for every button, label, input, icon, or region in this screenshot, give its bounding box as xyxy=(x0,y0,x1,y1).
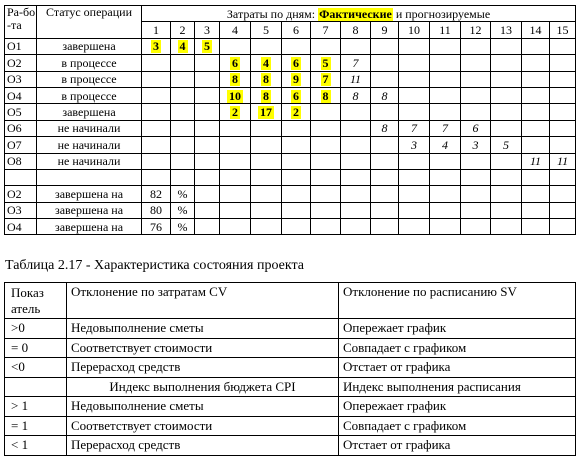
cpi-cell: Недовыполнение сметы xyxy=(67,397,339,417)
day-header: 6 xyxy=(282,22,311,38)
work-id: O2 xyxy=(5,186,37,202)
day-header: 4 xyxy=(220,22,251,38)
cv-cell: Недовыполнение сметы xyxy=(67,319,339,339)
table-caption: Таблица 2.17 - Характеристика состояния проекта xyxy=(5,258,304,273)
day-header: 15 xyxy=(550,22,576,38)
actual-cost-cell: 8 xyxy=(251,87,282,103)
actual-cost-cell: 6 xyxy=(282,87,311,103)
work-id: O7 xyxy=(5,137,37,153)
work-id: O2 xyxy=(5,55,37,71)
completion-row xyxy=(5,186,576,202)
forecast-cost-cell: 7 xyxy=(430,120,461,136)
actual-cost-cell: 8 xyxy=(311,87,341,103)
cv-column-header: Отклонение по затратам CV xyxy=(67,283,339,319)
actual-cost-cell: 2 xyxy=(220,104,251,120)
spi-cell: Совпадает с графиком xyxy=(339,416,576,436)
status-cell: завершена xyxy=(37,38,142,54)
status-cell: в процессе xyxy=(37,71,142,87)
cpi-cell: Соответствует стоимости xyxy=(67,416,339,436)
forecast-cost-cell: 3 xyxy=(461,137,491,153)
status-cell: не начинали xyxy=(37,153,142,169)
title-highlight-actual: Фактические xyxy=(319,6,392,21)
work-id: O4 xyxy=(5,219,37,235)
completion-row xyxy=(5,202,576,218)
table-row xyxy=(5,38,576,54)
status-column-header: Статус операции xyxy=(37,6,142,39)
table-row xyxy=(5,137,576,153)
table-row xyxy=(5,338,576,358)
empty-row xyxy=(5,169,576,185)
sv-cell: Совпадает с графиком xyxy=(339,338,576,358)
actual-cost-cell: 17 xyxy=(251,104,282,120)
indicator-cell: < 1 xyxy=(5,436,67,456)
day-header: 10 xyxy=(399,22,430,38)
completion-value: 80 xyxy=(142,202,171,218)
header-row xyxy=(5,283,576,319)
table-row xyxy=(5,55,576,71)
work-id: O6 xyxy=(5,120,37,136)
actual-cost-cell: 8 xyxy=(251,71,282,87)
day-header: 11 xyxy=(430,22,461,38)
work-id: O1 xyxy=(5,38,37,54)
actual-cost-cell: 3 xyxy=(142,38,171,54)
actual-cost-cell: 2 xyxy=(282,104,311,120)
day-header: 9 xyxy=(371,22,399,38)
forecast-cost-cell: 4 xyxy=(430,137,461,153)
indicator-cell xyxy=(5,377,67,397)
subheader-row xyxy=(5,377,576,397)
cv-cell: Соответствует стоимости xyxy=(67,338,339,358)
completion-label: завершена на xyxy=(37,202,142,218)
forecast-cost-cell: 11 xyxy=(522,153,550,169)
actual-cost-cell: 6 xyxy=(282,55,311,71)
spi-header: Индекс выполнения расписания xyxy=(339,377,576,397)
status-cell: не начинали xyxy=(37,120,142,136)
cpi-header: Индекс выполнения бюджета CPI xyxy=(67,377,339,397)
actual-cost-cell: 8 xyxy=(220,71,251,87)
completion-value: 82 xyxy=(142,186,171,202)
table-row xyxy=(5,120,576,136)
table-row xyxy=(5,87,576,103)
forecast-cost-cell: 8 xyxy=(371,120,399,136)
actual-cost-cell: 5 xyxy=(311,55,341,71)
status-cell: в процессе xyxy=(37,87,142,103)
cost-by-day-table xyxy=(4,5,576,235)
actual-cost-cell: 6 xyxy=(220,55,251,71)
title-prefix: Затраты по дням: xyxy=(226,6,319,21)
forecast-cost-cell: 7 xyxy=(341,55,371,71)
indicator-column-header: Показ атель xyxy=(5,283,67,319)
project-status-table xyxy=(4,282,576,456)
indicator-cell: > 1 xyxy=(5,397,67,417)
work-column-header: Ра-бо-та xyxy=(5,6,37,39)
forecast-cost-cell: 8 xyxy=(341,87,371,103)
percent-sign: % xyxy=(171,202,195,218)
work-id: O8 xyxy=(5,153,37,169)
forecast-cost-cell: 7 xyxy=(399,120,430,136)
cv-cell: Перерасход средств xyxy=(67,358,339,378)
day-header: 14 xyxy=(522,22,550,38)
work-id: O3 xyxy=(5,202,37,218)
table-row xyxy=(5,153,576,169)
table-row xyxy=(5,104,576,120)
forecast-cost-cell: 6 xyxy=(461,120,491,136)
cost-by-day-title xyxy=(142,6,576,22)
work-id: O3 xyxy=(5,71,37,87)
status-cell: не начинали xyxy=(37,137,142,153)
cpi-cell: Перерасход средств xyxy=(67,436,339,456)
indicator-cell: = 0 xyxy=(5,338,67,358)
day-header: 2 xyxy=(171,22,195,38)
status-cell: завершена xyxy=(37,104,142,120)
day-header: 7 xyxy=(311,22,341,38)
day-header: 8 xyxy=(341,22,371,38)
forecast-cost-cell: 3 xyxy=(399,137,430,153)
percent-sign: % xyxy=(171,186,195,202)
actual-cost-cell: 9 xyxy=(282,71,311,87)
title-suffix: и прогнозируемые xyxy=(392,6,491,21)
indicator-cell: = 1 xyxy=(5,416,67,436)
table-row xyxy=(5,436,576,456)
table-row xyxy=(5,71,576,87)
actual-cost-cell: 7 xyxy=(311,71,341,87)
forecast-cost-cell: 5 xyxy=(491,137,522,153)
status-cell: в процессе xyxy=(37,55,142,71)
completion-value: 76 xyxy=(142,219,171,235)
actual-cost-cell: 4 xyxy=(251,55,282,71)
completion-label: завершена на xyxy=(37,186,142,202)
actual-cost-cell: 5 xyxy=(195,38,220,54)
percent-sign: % xyxy=(171,219,195,235)
table-row xyxy=(5,358,576,378)
indicator-cell: >0 xyxy=(5,319,67,339)
completion-row xyxy=(5,219,576,235)
sv-column-header: Отклонение по расписанию SV xyxy=(339,283,576,319)
completion-label: завершена на xyxy=(37,219,142,235)
actual-cost-cell: 4 xyxy=(171,38,195,54)
actual-cost-cell: 10 xyxy=(220,87,251,103)
indicator-cell: <0 xyxy=(5,358,67,378)
spi-cell: Опережает график xyxy=(339,397,576,417)
day-header: 3 xyxy=(195,22,220,38)
forecast-cost-cell: 11 xyxy=(550,153,576,169)
table-row xyxy=(5,416,576,436)
day-header: 5 xyxy=(251,22,282,38)
sv-cell: Опережает график xyxy=(339,319,576,339)
table-row xyxy=(5,397,576,417)
table-row xyxy=(5,319,576,339)
day-header: 13 xyxy=(491,22,522,38)
work-id: O5 xyxy=(5,104,37,120)
day-header: 12 xyxy=(461,22,491,38)
work-id: O4 xyxy=(5,87,37,103)
forecast-cost-cell: 11 xyxy=(341,71,371,87)
day-header: 1 xyxy=(142,22,171,38)
spi-cell: Отстает от графика xyxy=(339,436,576,456)
sv-cell: Отстает от графика xyxy=(339,358,576,378)
forecast-cost-cell: 8 xyxy=(371,87,399,103)
